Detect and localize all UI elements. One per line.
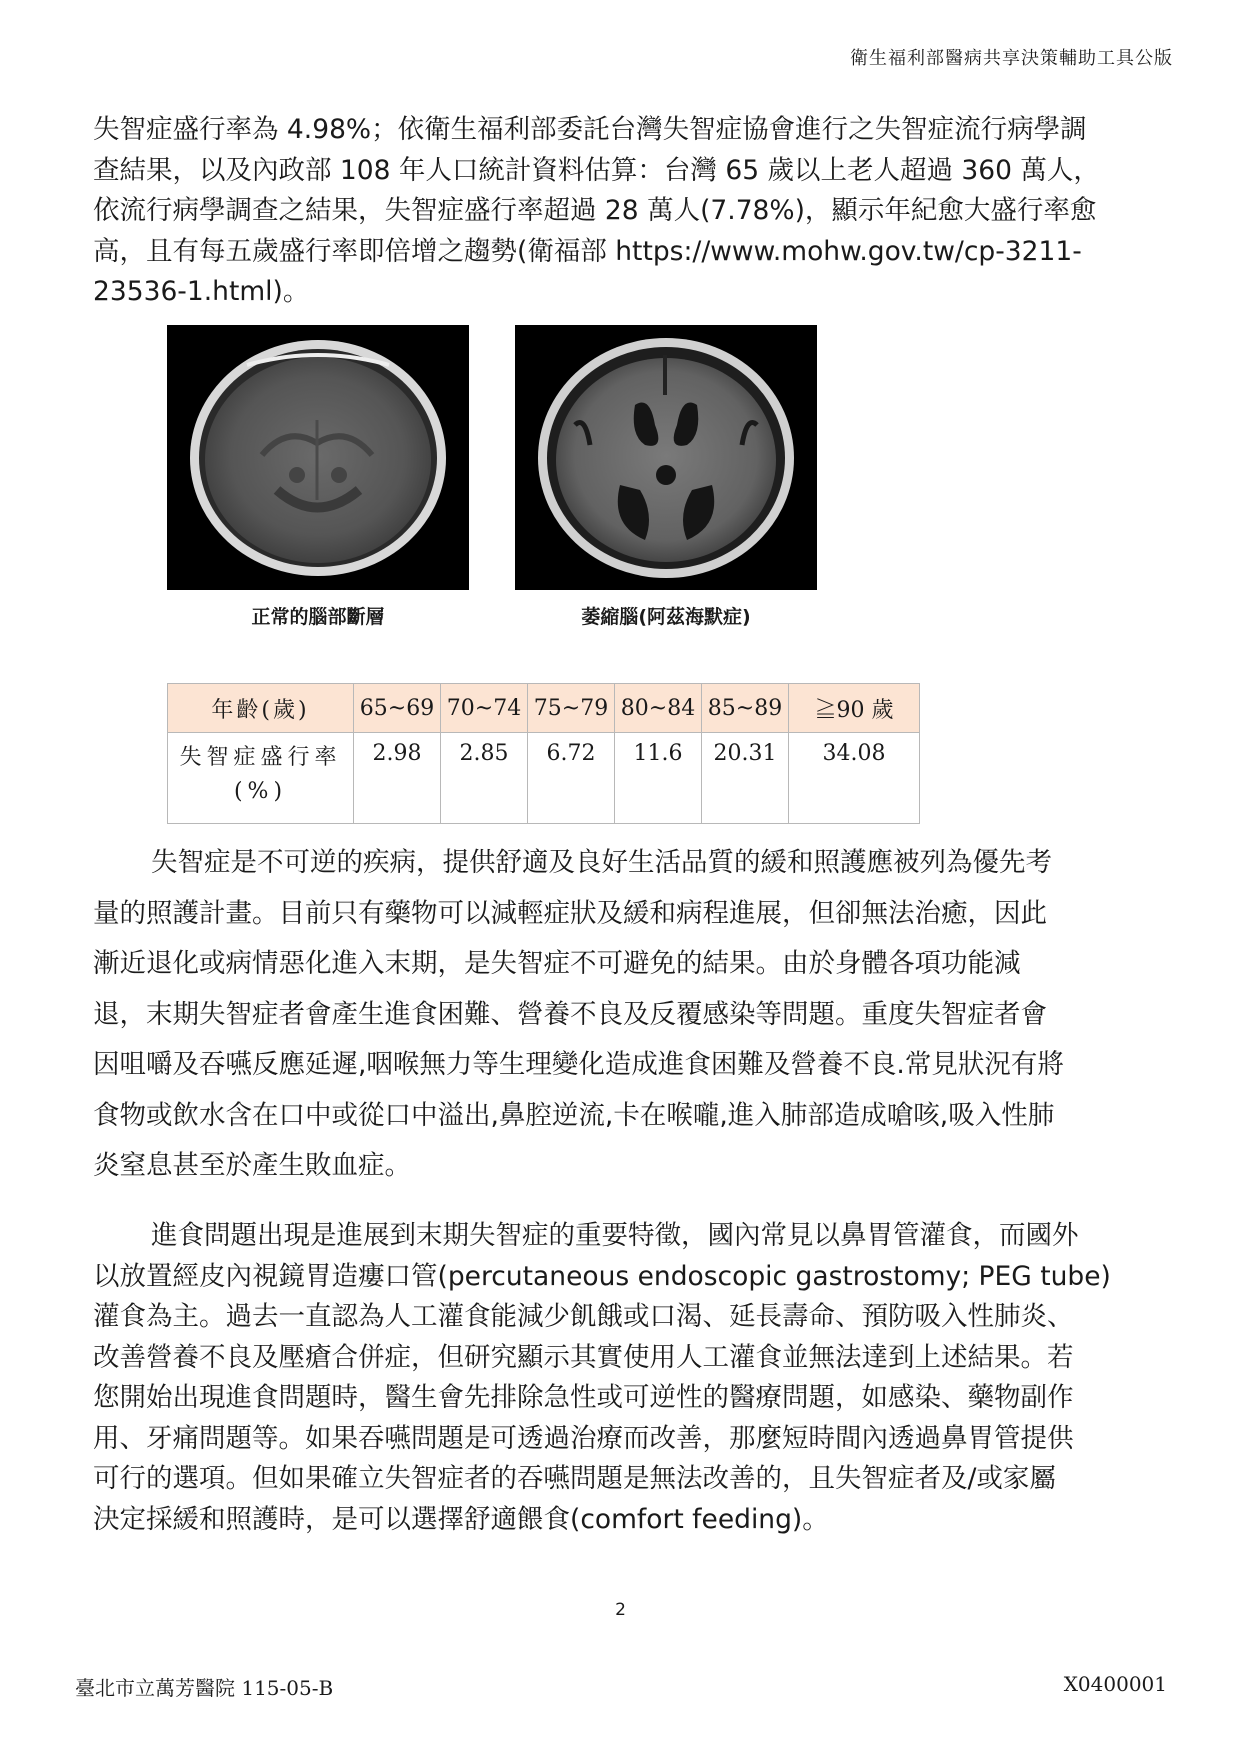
paragraph-line: 食物或飲水含在口中或從口中溢出,鼻腔逆流,卡在喉嚨,進入肺部造成嗆咳,吸入性肺 bbox=[93, 1099, 1055, 1131]
paragraph-line: 因咀嚼及吞嚥反應延遲,咽喉無力等生理變化造成進食困難及營養不良.常見狀況有將 bbox=[93, 1049, 1064, 1080]
paragraph-line: 決定採緩和照護時，是可以選擇舒適餵食(comfort feeding)。 bbox=[93, 1503, 829, 1535]
normal-brain-ct-image bbox=[167, 325, 469, 590]
paragraph-line: 進食問題出現是進展到末期失智症的重要特徵，國內常見以鼻胃管灌食，而國外 bbox=[151, 1220, 1079, 1251]
table-row bbox=[168, 733, 920, 824]
paragraph-line: 可行的選項。但如果確立失智症者的吞嚥問題是無法改善的，且失智症者及/或家屬 bbox=[93, 1463, 1056, 1494]
table-cell: 6.72 bbox=[528, 733, 615, 824]
paragraph-line: 灌食為主。過去一直認為人工灌食能減少飢餓或口渴、延長壽命、預防吸入性肺炎、 bbox=[93, 1301, 1074, 1332]
page-number: 2 bbox=[615, 1600, 626, 1620]
row-label-line: 失智症盛行率 bbox=[179, 745, 342, 770]
paragraph-line: 改善營養不良及壓瘡合併症，但研究顯示其實使用人工灌食並無法達到上述結果。若 bbox=[93, 1341, 1074, 1373]
paragraph-line: 失智症是不可逆的疾病，提供舒適及良好生活品質的緩和照護應被列為優先考 bbox=[151, 847, 1052, 878]
paragraph-line: 23536-1.html)。 bbox=[93, 276, 310, 307]
paragraph-line: 您開始出現進食問題時，醫生會先排除急性或可逆性的醫療問題，如感染、藥物副作 bbox=[93, 1382, 1074, 1413]
footer-hospital-code: 臺北市立萬芳醫院 115-05-B bbox=[75, 1676, 334, 1700]
table-row-label bbox=[168, 733, 354, 824]
table-header-cell: 年齡(歲) bbox=[168, 684, 354, 733]
paragraph-line: 量的照護計畫。目前只有藥物可以減輕症狀及緩和病程進展，但卻無法治癒，因此 bbox=[93, 897, 1047, 929]
paragraph-line: 失智症盛行率為 4.98%；依衛生福利部委託台灣失智症協會進行之失智症流行病學調 bbox=[93, 114, 1087, 145]
document-header: 衛生福利部醫病共享決策輔助工具公版 bbox=[850, 48, 1173, 69]
paragraph-line: 查結果，以及內政部 108 年人口統計資料估算：台灣 65 歲以上老人超過 360 萬人， bbox=[93, 154, 1100, 186]
table-header-cell: 80~84 bbox=[615, 684, 702, 733]
prevalence-table bbox=[167, 683, 920, 824]
table-header-row bbox=[168, 684, 920, 733]
table-cell: 11.6 bbox=[615, 733, 702, 824]
table-cell: 34.08 bbox=[789, 733, 920, 824]
table-header-cell: ≧90 歲 bbox=[789, 684, 920, 733]
paragraph-line: 退，末期失智症者會產生進食困難、營養不良及反覆感染等問題。重度失智症者會 bbox=[93, 998, 1047, 1030]
normal-brain-caption: 正常的腦部斷層 bbox=[251, 606, 385, 628]
paragraph-palliative-care bbox=[93, 838, 1155, 1192]
table-header-cell: 65~69 bbox=[354, 684, 441, 733]
table-cell: 20.31 bbox=[702, 733, 789, 824]
table-header-cell: 70~74 bbox=[441, 684, 528, 733]
paragraph-line: 以放置經皮內視鏡胃造瘻口管(percutaneous endoscopic gastrostomy; PEG tube) bbox=[93, 1260, 1111, 1292]
paragraph-line: 炎窒息甚至於產生敗血症。 bbox=[93, 1150, 411, 1181]
atrophic-brain-caption: 萎縮腦(阿茲海默症) bbox=[581, 606, 751, 628]
footer-document-id: X0400001 bbox=[1063, 1672, 1167, 1696]
table-header-cell: 75~79 bbox=[528, 684, 615, 733]
paragraph-line: 高，且有每五歲盛行率即倍增之趨勢(衛福部 https://www.mohw.gov.tw/cp-3211- bbox=[93, 235, 1082, 267]
table-header-cell: 85~89 bbox=[702, 684, 789, 733]
paragraph-line: 漸近退化或病情惡化進入末期，是失智症不可避免的結果。由於身體各項功能減 bbox=[93, 948, 1021, 979]
paragraph-line: 用、牙痛問題等。如果吞嚥問題是可透過治療而改善，那麼短時間內透過鼻胃管提供 bbox=[93, 1422, 1074, 1454]
row-label-unit: (%) bbox=[233, 779, 288, 804]
paragraph-line: 依流行病學調查之結果，失智症盛行率超過 28 萬人(7.78%)，顯示年紀愈大盛行率愈 bbox=[93, 195, 1097, 226]
table-cell: 2.98 bbox=[354, 733, 441, 824]
paragraph-prevalence bbox=[93, 110, 1155, 313]
atrophic-brain-ct-image bbox=[515, 325, 817, 590]
table-cell: 2.85 bbox=[441, 733, 528, 824]
paragraph-feeding-problems bbox=[93, 1216, 1155, 1540]
